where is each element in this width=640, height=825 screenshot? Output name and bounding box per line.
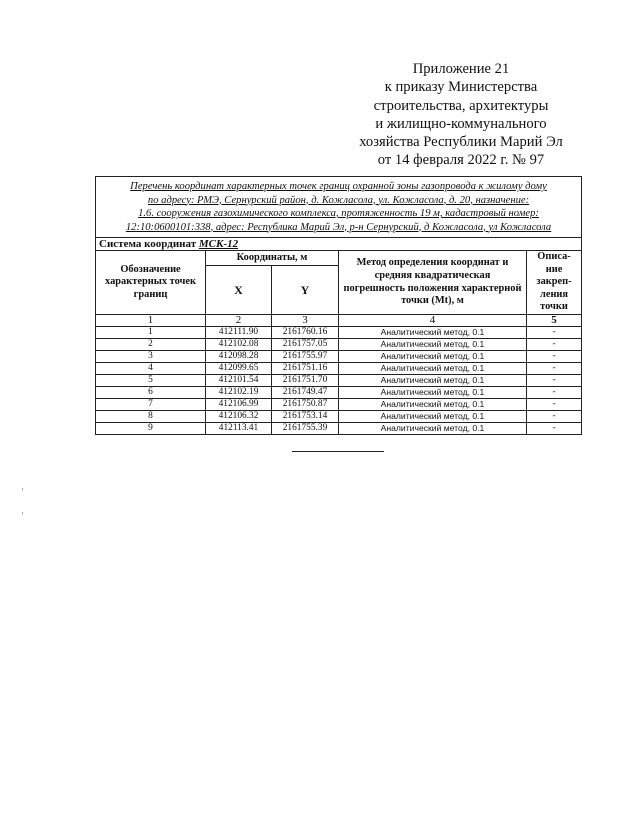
column-number: 2 — [206, 315, 272, 327]
column-number: 4 — [339, 315, 527, 327]
description-cell: - — [527, 387, 582, 399]
description-cell: - — [527, 327, 582, 339]
header-method: Метод определения координат и средняя квадратическая погрешность положения характерной точки (Mt), м — [339, 251, 527, 315]
column-number-row — [96, 315, 582, 327]
table-caption-row — [96, 177, 582, 238]
coord-x: 412099.65 — [206, 363, 272, 375]
coord-y: 2161755.39 — [272, 423, 339, 435]
coord-x: 412111.90 — [206, 327, 272, 339]
coord-y: 2161751.70 — [272, 375, 339, 387]
point-number: 2 — [96, 339, 206, 351]
method-cell: Аналитический метод, 0.1 — [339, 339, 527, 351]
method-cell: Аналитический метод, 0.1 — [339, 399, 527, 411]
coord-x: 412102.19 — [206, 387, 272, 399]
description-cell: - — [527, 411, 582, 423]
table-row — [96, 339, 582, 351]
description-cell: - — [527, 399, 582, 411]
point-number: 3 — [96, 351, 206, 363]
point-number: 1 — [96, 327, 206, 339]
coord-y: 2161751.16 — [272, 363, 339, 375]
coordinate-system — [96, 238, 582, 251]
method-cell: Аналитический метод, 0.1 — [339, 363, 527, 375]
caption-line: Перечень координат характерных точек границ охранной зоны газопровода к жилому дому — [130, 181, 547, 192]
header-point: Обозначение характерных точек границ — [96, 251, 206, 315]
point-number: 9 — [96, 423, 206, 435]
table-caption — [96, 177, 582, 238]
coordinate-system-label: Система координат — [99, 238, 197, 250]
coordinate-system-value: МСК-12 — [198, 238, 239, 250]
end-of-document-line — [292, 451, 384, 452]
method-cell: Аналитический метод, 0.1 — [339, 327, 527, 339]
table-row — [96, 363, 582, 375]
description-cell: - — [527, 363, 582, 375]
method-cell: Аналитический метод, 0.1 — [339, 387, 527, 399]
column-number: 1 — [96, 315, 206, 327]
appendix-line: хозяйства Республики Марий Эл — [359, 134, 563, 151]
coord-y: 2161760.16 — [272, 327, 339, 339]
description-cell: - — [527, 339, 582, 351]
header-y: Y — [272, 266, 339, 315]
table-row — [96, 351, 582, 363]
table-row — [96, 399, 582, 411]
coord-x: 412106.99 — [206, 399, 272, 411]
header-description: Описа-ние закреп-ления точки — [527, 251, 582, 315]
coordinates-table — [95, 176, 582, 435]
coord-y: 2161755.97 — [272, 351, 339, 363]
caption-line: 1.6. сооружения газохимического комплекса, протяженность 19 м, кадастровый номер: — [138, 208, 539, 219]
appendix-line: строительства, архитектуры — [373, 97, 549, 114]
point-number: 8 — [96, 411, 206, 423]
appendix-line: и жилищно-коммунального — [375, 115, 547, 132]
coord-x: 412098.28 — [206, 351, 272, 363]
appendix-header — [330, 60, 592, 170]
method-cell: Аналитический метод, 0.1 — [339, 351, 527, 363]
description-cell: - — [527, 423, 582, 435]
method-cell: Аналитический метод, 0.1 — [339, 375, 527, 387]
table-row — [96, 423, 582, 435]
coord-x: 412106.32 — [206, 411, 272, 423]
appendix-line: Приложение 21 — [412, 61, 510, 77]
point-number: 7 — [96, 399, 206, 411]
coordinate-system-row — [96, 238, 582, 251]
coord-y: 2161753.14 — [272, 411, 339, 423]
point-number: 5 — [96, 375, 206, 387]
table-row — [96, 387, 582, 399]
coord-x: 412101.54 — [206, 375, 272, 387]
coord-y: 2161749.47 — [272, 387, 339, 399]
method-cell: Аналитический метод, 0.1 — [339, 411, 527, 423]
header-coords: Координаты, м — [206, 251, 339, 266]
coord-x: 412102.08 — [206, 339, 272, 351]
point-number: 6 — [96, 387, 206, 399]
table-row — [96, 327, 582, 339]
appendix-line: к приказу Министерства — [384, 79, 538, 96]
method-cell: Аналитический метод, 0.1 — [339, 423, 527, 435]
table-row — [96, 375, 582, 387]
caption-line: 12:10:0600101:338, адрес: Республика Марий Эл, р-н Сернурский, д Кожласола, ул Кожласола — [125, 221, 552, 233]
caption-line: по адресу: РМЭ, Сернурский район, д. Кожласола, ул. Кожласола, д. 20, назначение: — [147, 194, 530, 206]
header-x: X — [206, 266, 272, 315]
coord-y: 2161757.05 — [272, 339, 339, 351]
coord-y: 2161750.87 — [272, 399, 339, 411]
scan-speck — [22, 488, 23, 491]
column-number: 5 — [527, 315, 582, 327]
appendix-line: от 14 февраля 2022 г. № 97 — [377, 152, 545, 169]
coord-x: 412113.41 — [206, 423, 272, 435]
scan-speck — [22, 512, 23, 515]
point-number: 4 — [96, 363, 206, 375]
description-cell: - — [527, 375, 582, 387]
description-cell: - — [527, 351, 582, 363]
header-row — [96, 251, 582, 266]
table-row — [96, 411, 582, 423]
column-number: 3 — [272, 315, 339, 327]
